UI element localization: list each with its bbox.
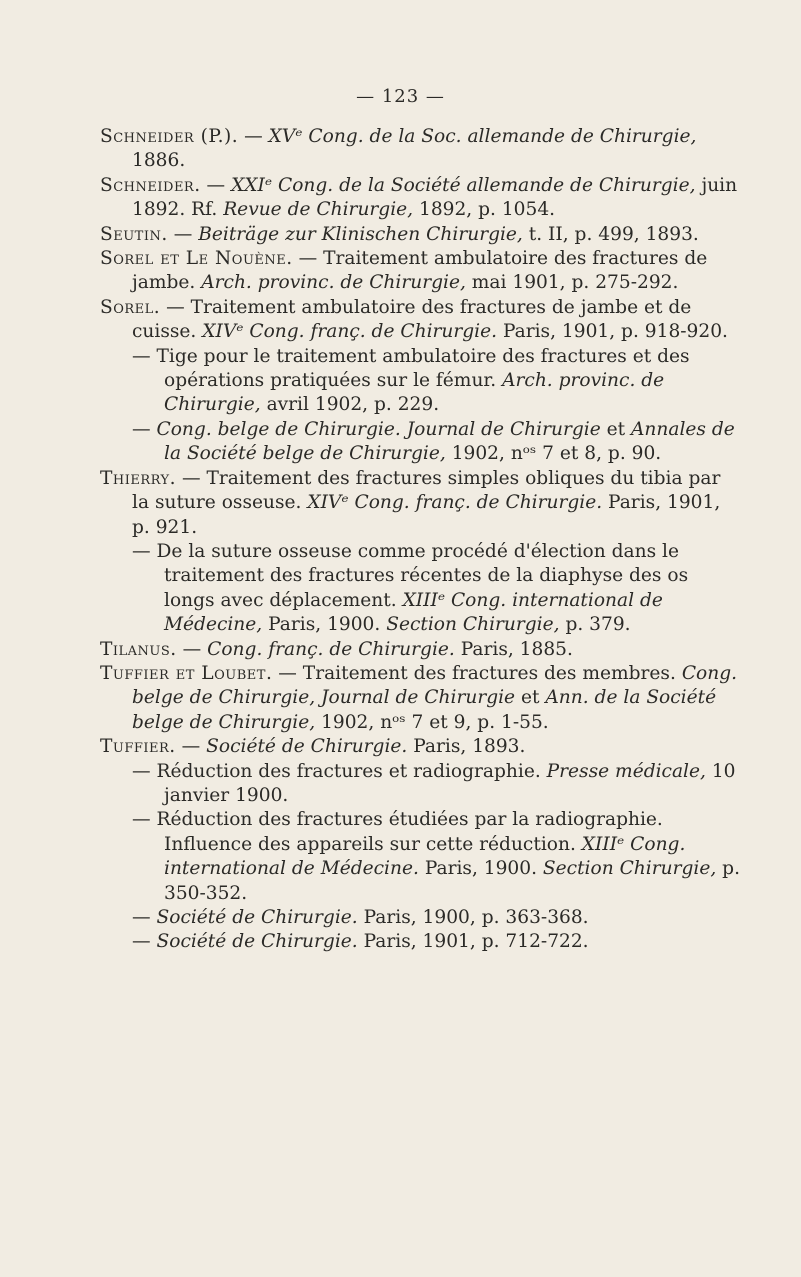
entry-title: Beiträge zur Klinischen Chirurgie, [198,223,523,245]
bibliography-entry [100,418,740,467]
entry-title: Société de Chirurgie. [206,736,408,758]
entry-title: XIIIᵉ Cong. international de Médecine, [164,589,663,636]
entry-title: Société de Chirurgie. [156,931,358,953]
bibliography-entry [100,223,740,247]
bibliography-entry [100,906,740,930]
entry-text: et [515,687,546,709]
entry-text: 1886. [132,150,186,172]
entry-text: Paris, 1900. [418,858,543,880]
entry-title: Société de Chirurgie. [156,907,358,928]
bibliography-entry [100,345,740,418]
entry-author: Tuffier et Loubet. [100,662,273,684]
entry-text: 10 janvier 1900. [164,760,736,806]
entry-text: — [167,223,199,245]
entry-text: Paris, 1893. [407,736,526,758]
entry-text: — [200,174,232,196]
entry-text: Paris, 1900, p. 363-368. [357,907,589,928]
entry-author: Schneider (P.). [100,126,239,147]
entry-title: Annales de la Société belge de Chirurgie, [164,418,735,465]
entry-text: Paris, 1900. [262,614,387,636]
page-number: — 123 — [356,86,445,107]
entry-title: Ann. de la Société belge de Chirurgie, [132,687,717,733]
entry-text: — Traitement ambulatoire des fractures de jambe. [132,248,708,294]
bibliography-entry [100,930,740,954]
entry-title: Cong. belge de Chirurgie, Journal de Chirurgie [132,662,738,709]
entry-text: et [600,418,631,440]
entry-title: Section Chirurgie, [386,614,560,636]
entry-text: Paris, 1885. [454,638,573,660]
entry-author: Tuffier. [100,736,176,758]
entry-text: p. 350-352. [164,858,740,904]
entry-title: Cong. belge de Chirurgie. Journal de Chirurgie [156,418,601,440]
bibliography-entry [100,174,740,223]
bibliography-entry [100,808,740,906]
entry-text: — Traitement ambulatoire des fractures de jambe et de cuisse. [132,296,692,343]
entry-text: — Réduction des fractures étudiées par la radiographie. Influence des appareils sur cette réduction. [132,809,663,855]
entry-text: 1902, nᵒˢ 7 et 9, p. 1-55. [315,711,549,733]
bibliography-list [100,125,740,955]
entry-author: Sorel. [100,296,161,318]
entry-text: — [132,418,157,440]
entry-text: Paris, 1901, p. 712-722. [357,931,589,953]
entry-author: Tilanus. [100,638,177,660]
entry-text: — Traitement des fractures simples obliques du tibia par la suture osseuse. [132,467,721,514]
entry-text: — [176,638,208,660]
entry-text: Paris, 1901, p. 921. [132,492,721,538]
entry-text: — Traitement des fractures des membres. [272,662,682,684]
entry-text: juin 1892. Rf. [132,174,738,221]
entry-text: Paris, 1901, p. 918-920. [497,321,728,343]
entry-text: — De la suture osseuse comme procédé d'élection dans le traitement des fractures récentes de la diaphyse des os longs avec déplacement. [132,540,689,611]
entry-title: Presse médicale, [546,760,706,782]
entry-title: Cong. franç. de Chirurgie. [207,638,455,660]
bibliography-entry [100,760,740,809]
entry-title: XIVᵉ Cong. franç. de Chirurgie. [202,321,498,343]
bibliography-entry [100,735,740,759]
entry-title: XXIᵉ Cong. de la Société allemande de Chirurgie, [231,174,696,196]
bibliography-entry [100,662,740,735]
entry-text: 1902, nᵒˢ 7 et 8, p. 90. [445,443,662,465]
entry-text: avril 1902, p. 229. [260,394,440,416]
bibliography-entry [100,638,740,662]
bibliography-entry [100,125,740,174]
entry-title: XIVᵉ Cong. franç. de Chirurgie. [307,492,603,514]
entry-title: Arch. provinc. de Chirurgie, [201,272,466,294]
entry-title: XVᵉ Cong. de la Soc. allemande de Chirurgie, [268,126,697,147]
entry-title: Section Chirurgie, [542,858,717,880]
entry-title: XIIIᵉ Cong. international de Médecine. [164,833,686,880]
bibliography-entry [100,296,740,345]
bibliography-entry [100,540,740,638]
entry-text: — Tige pour le traitement ambulatoire des fractures et des opérations pratiquées sur le fémur. [132,345,690,392]
entry-text: p. 379. [559,614,631,636]
bibliography-entry [100,247,740,296]
entry-title: Revue de Chirurgie, [223,199,414,221]
entry-text: — [175,736,207,758]
entry-text: — [132,931,157,953]
entry-text: — Réduction des fractures et radiographie. [132,760,547,782]
entry-author: Schneider. [100,174,201,196]
entry-text: — [132,907,157,928]
bibliography-entry [100,467,740,540]
entry-author: Sorel et Le Nouène. [100,248,293,270]
entry-author: Thierry. [100,467,177,489]
entry-title: Arch. provinc. de Chirurgie, [164,370,665,416]
entry-text: mai 1901, p. 275-292. [465,272,679,294]
entry-text: t. II, p. 499, 1893. [522,223,699,245]
entry-author: Seutin. [100,223,168,245]
entry-text: — [238,126,269,147]
entry-text: 1892, p. 1054. [413,199,556,221]
